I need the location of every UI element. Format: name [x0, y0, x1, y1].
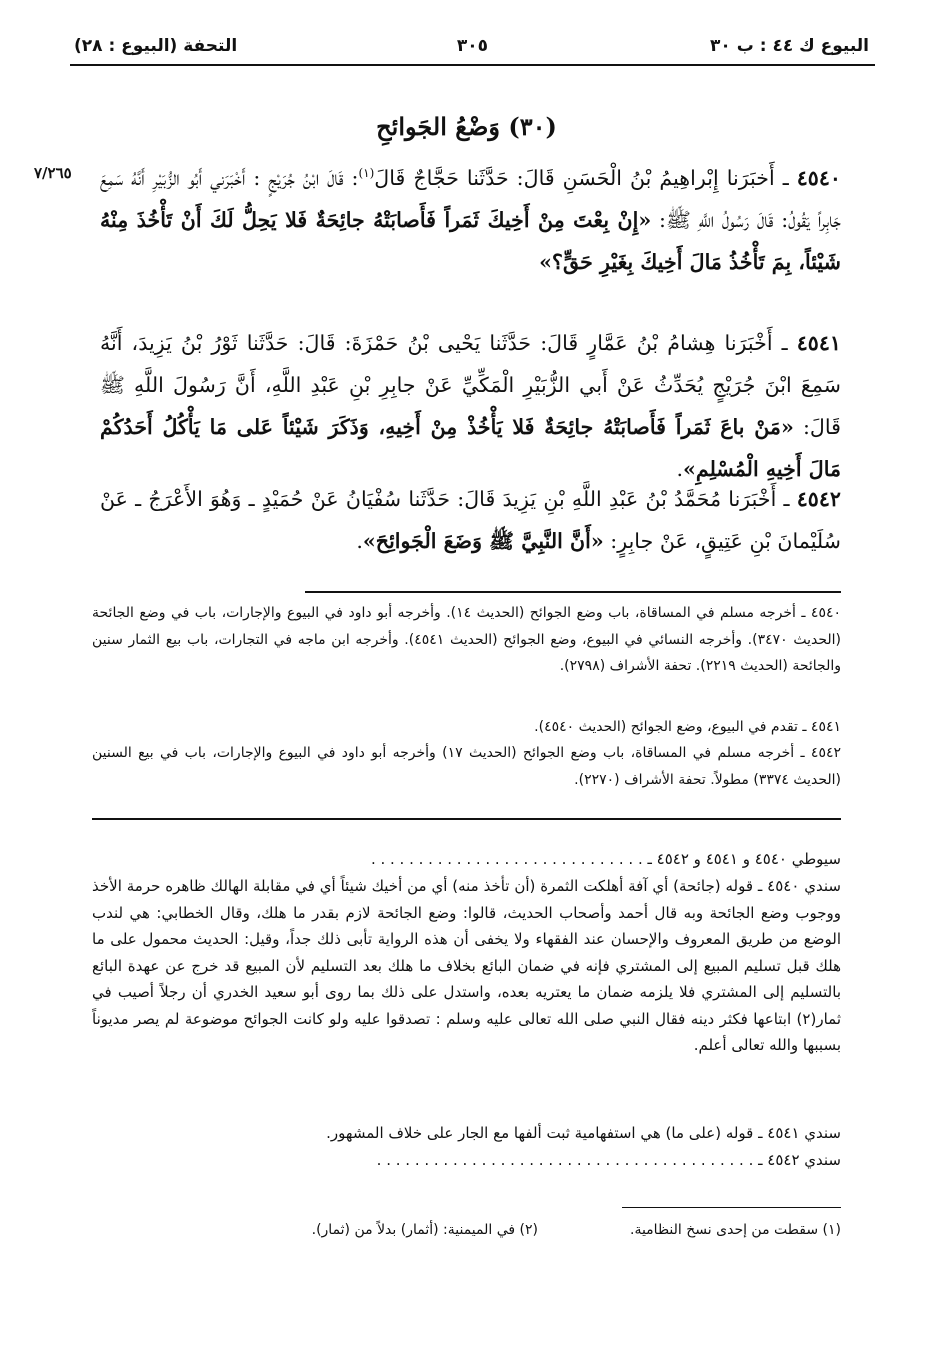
sindi-commentary-4542: سندي ٤٥٤٢ ـ . . . . . . . . . . . . . . . . . . . . . . . . . . . . . . . . . . . . . . . .: [376, 1151, 841, 1169]
page-number: ٣٠٥: [456, 36, 489, 56]
header-tuhfa-ref: التحفة (البيوع : ٢٨): [74, 36, 238, 56]
margin-reference: ٧/٢٦٥: [34, 164, 72, 182]
hadith-number: ٤٥٤٠: [796, 165, 841, 190]
sindi-commentary-4540: سندي ٤٥٤٠ ـ قوله (جائحة) أي آفة أهلكت الثمرة (أن تأخذ منه) أي من أخيك شيئاً أي في مقابلة الهالك ظاهره حرمة الأخذ ووجوب وضع الجائحة وبه قال أحمد وأصحاب الحديث، قالوا: وضع الجائحة لازم بقدر ما هلك، وقال الخطابي: هي لندب الوضع من طريق المعروف والإحسان عند الفقهاء ولا يخفى أن هذه الرواية تأبى ذلك جداً، وقيل: الحديث محمول على ما هلك قبل تسليم المبيع إلى المشتري فإنه في ضمان البائع بخلاف ما هلك بعد التسليم لأن المبيع قد خرج عن عهدة البائع بالتسليم إلى المشتري فلا يلزمه ضمان ما يعتريه بعده، واستدل على ذلك بما روى أبو سعيد الخدري أن رجلاً أصيب في ثمار(٢) ابتاعها فكثر دينه فقال النبي صلى الله تعالى عليه وسلم : تصدقوا عليه ولو كانت الجوائح موضوعة لم يصر مديوناً بسببها والله تعالى أعلم.: [92, 877, 841, 1054]
hadith-matn: «أَنَّ النَّبِيَّ ﷺ وَضَعَ الْجَوائِحَ»: [362, 529, 604, 553]
hadith-end-punct: .: [356, 529, 363, 553]
sindi-commentary-4541: سندي ٤٥٤١ ـ قوله (على ما) هي استفهامية ثبت ألفها مع الجار على خلاف المشهور.: [326, 1124, 841, 1142]
hadith-isnad: ـ أَخْبَرَنا مُحَمَّدُ بْنُ عَبْدِ اللَّهِ بْنِ يَزِيدَ قَالَ: حَدَّثَنا سُفْيَانُ عَنْ حُمَيْدٍ ـ وَهُوَ الأَعْرَجُ ـ عَنْ سُلَيْمانَ بْنِ عَتِيقٍ، عَنْ جابِرٍ:: [100, 487, 841, 553]
divider-rule: [92, 818, 841, 820]
hadith-4540: [100, 152, 841, 283]
hadith-end-punct: .: [676, 457, 684, 481]
footnote-1: (١) سقطت من إحدى نسخ النظامية.: [630, 1222, 841, 1238]
takhrij-note-4541: ٤٥٤١ ـ تقدم في البيوع، وضع الجوائح (الحديث ٤٥٤٠).: [534, 719, 841, 735]
hadith-isnad: ـ أَخبَرَنا إِبْراهِيمُ بْنُ الْحَسَنِ قَالَ: حَدَّثَنا حَجَّاجٌ قَالَ: [374, 165, 797, 190]
running-header: [70, 28, 875, 66]
section-title: (٣٠) وَضْعُ الجَوائحِ: [376, 112, 557, 141]
hadith-matn: «إِنْ بِعْتَ مِنْ أَخِيكَ ثَمَراً فَأَصابَتْهُ جائِحَةٌ فَلا يَحِلُّ لَكَ أَنْ تَأْخُذَ مِنْهُ شَيْئاً، بِمَ تَأْخُذُ مَالَ أَخِيكَ بِغَيْرِ حَقٍّ؟»: [100, 207, 841, 274]
footnote-marker: (١): [358, 166, 375, 180]
hadith-isnad-continued: : قَالَ ابْنُ جُرَيْجٍ : أَخْبَرَني أَبُو الزُّبَيْرِ أَنَّهُ سَمِعَ جَابِراً يَقُولُ: قَالَ رَسُولُ اللَّهِ ﷺ:: [100, 165, 841, 232]
hadith-matn: «مَنْ باعَ ثَمَراً فَأَصابَتْهُ جائِحَةٌ فَلا يَأْخُذْ مِنْ أَخِيهِ، وَذَكَرَ شَيْئاً عَلى مَا يَأْكُلُ أَحَدُكُمْ مَالَ أَخِيهِ الْمُسْلِمِ»: [100, 415, 841, 481]
hadith-number: ٤٥٤١: [796, 331, 841, 355]
footnote-rule: [622, 1207, 841, 1208]
takhrij-note-4540: ٤٥٤٠ ـ أخرجه مسلم في المساقاة، باب وضع الجوائح (الحديث ١٤). وأخرجه أبو داود في البيوع والإجارات، باب في وضع الجائحة (الحديث ٣٤٧٠). وأخرجه النسائي في البيوع، وضع الجوائح (الحديث ٤٥٤١). وأخرجه ابن ماجه في التجارات، باب بيع الثمار سنين والجائحة (الحديث ٢٢١٩). تحفة الأشراف (٢٧٩٨).: [92, 605, 841, 674]
hadith-isnad: ـ أَخْبَرَنا هِشامُ بْنُ عَمَّارٍ قَالَ: حَدَّثَنا يَحْيى بْنُ حَمْزَةَ: قَالَ: حَدَّثَنا ثَوْرُ بْنُ يَزِيدَ، أَنَّهُ سَمِعَ ابْنَ جُرَيْجٍ يُحَدِّثُ عَنْ أَبي الزُّبَيْرِ الْمَكِّيِّ عَنْ جابِرِ بْنِ عَبْدِ اللَّهِ، أَنَّ رَسُولَ اللَّهِ ﷺ قَالَ:: [100, 331, 841, 439]
footnote-2: (٢) في الميمنية: (أثمار) بدلاً من (ثمار).: [311, 1222, 538, 1238]
hadith-number: ٤٥٤٢: [796, 487, 841, 511]
hadith-4541: [100, 322, 841, 490]
takhrij-note-4542: ٤٥٤٢ ـ أخرجه مسلم في المساقاة، باب وضع الجوائح (الحديث ١٧) وأخرجه أبو داود في البيوع والإجارات، باب في بيع السنين (الحديث ٣٣٧٤) مطولاً. تحفة الأشراف (٢٢٧٠).: [92, 745, 841, 788]
header-book-chapter: البيوع ك ٤٤ : ب ٣٠: [710, 36, 869, 56]
hadith-4542: [100, 478, 841, 562]
suyuti-commentary-heading: سيوطي ٤٥٤٠ و ٤٥٤١ و ٤٥٤٢ ـ . . . . . . . . . . . . . . . . . . . . . . . . . . . . .: [370, 850, 841, 868]
divider-rule: [305, 591, 841, 593]
